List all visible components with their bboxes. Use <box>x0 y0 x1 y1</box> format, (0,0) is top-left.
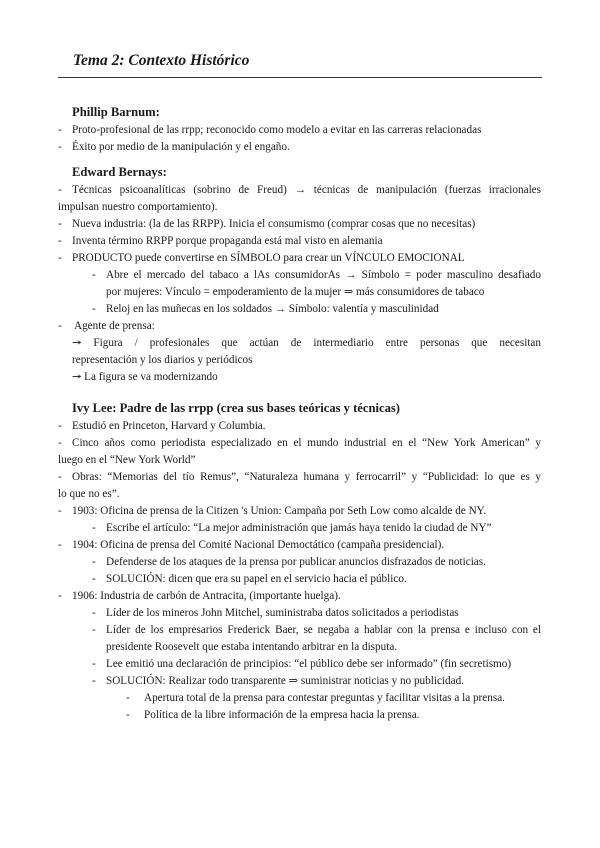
bullet-dash: - <box>58 505 62 517</box>
list-item: Técnicas psicoanalíticas (sobrino de Freud) → técnicas de manipulación (fuerzas irracionales <box>72 184 541 196</box>
sub-list-item: Reloj en las muñecas en los soldados → Símbolo: valentía y masculinidad <box>106 303 439 315</box>
bullet-dash: - <box>92 675 96 687</box>
sub-list-item: SOLUCIÓN: dicen que era su papel en el servicio hacia el público. <box>106 573 407 585</box>
bullet-dash: - <box>92 556 96 568</box>
page-title: Tema 2: Contexto Histórico <box>73 52 250 69</box>
sub-list-item: Abre el mercado del tabaco a lAs consumidorAs → Símbolo = poder masculino desafiado <box>106 269 541 281</box>
nested-list-item: Apertura total de la prensa para contestar preguntas y facilitar visitas a la prensa. <box>144 692 505 704</box>
list-item: Nueva industria: (la de las RRPP). Inicia el consumismo (comprar cosas que no necesitas) <box>72 218 476 230</box>
bullet-dash: - <box>58 320 62 332</box>
bullet-dash: - <box>58 437 62 449</box>
bullet-dash: - <box>58 539 62 551</box>
bullet-dash: - <box>92 607 96 619</box>
sub-list-item: Líder de los empresarios Frederick Baer, se negaba a hablar con la prensa e incluso con el <box>106 624 541 636</box>
bullet-dash: - <box>58 590 62 602</box>
title-divider <box>58 77 542 78</box>
section-heading-barnum: Phillip Barnum: <box>72 105 160 119</box>
sub-list-item: Lee emitió una declaración de principios: “el público debe ser informado” (fin secretismo) <box>106 658 512 670</box>
section-heading-lee: Ivy Lee: Padre de las rrpp (crea sus bases teóricas y técnicas) <box>72 401 400 415</box>
bullet-dash: - <box>58 124 62 136</box>
list-item-continued: impulsan nuestro comportamiento). <box>58 201 218 213</box>
sub-list-item: Líder de los mineros John Mitchel, suministraba datos solicitados a periodistas <box>106 607 459 619</box>
sub-list-item: SOLUCIÓN: Realizar todo transparente ⇒ suministrar noticias y no publicidad. <box>106 675 464 687</box>
bullet-dash: - <box>126 692 130 704</box>
list-item: Proto-profesional de las rrpp; reconocido como modelo a evitar en las carreras relacionadas <box>72 124 482 136</box>
sub-list-item-continued: presidente Roosevelt que estaba intentando arbitrar en la disputa. <box>106 641 398 653</box>
sub-list-item: Escribe el artículo: “La mejor administración que jamás haya tenido la ciudad de NY” <box>106 522 492 534</box>
sub-list-item: Defenderse de los ataques de la prensa por publicar anuncios disfrazados de noticias. <box>106 556 486 568</box>
list-item-continued: lo que no es”. <box>58 488 120 500</box>
bullet-dash: - <box>92 658 96 670</box>
bullet-dash: - <box>58 218 62 230</box>
bullet-dash: - <box>58 235 62 247</box>
list-item: Agente de prensa: <box>74 320 155 332</box>
arrow-item-continued: representación y los diarios y periódicos <box>72 354 253 366</box>
bullet-dash: - <box>126 709 130 721</box>
list-item: 1903: Oficina de prensa de la Citizen 's Union: Campaña por Seth Low como alcalde de NY. <box>72 505 487 517</box>
arrow-item: ↠ Figura / profesionales que actúan de intermediario entre personas que necesitan <box>72 337 541 349</box>
bullet-dash: - <box>92 303 96 315</box>
list-item: 1906: Industria de carbón de Antracita, (importante huelga). <box>72 590 341 602</box>
list-item: Estudió en Princeton, Harvard y Columbia. <box>72 420 266 432</box>
bullet-dash: - <box>58 141 62 153</box>
bullet-dash: - <box>58 420 62 432</box>
bullet-dash: - <box>58 184 62 196</box>
nested-list-item: Política de la libre información de la empresa hacia la prensa. <box>144 709 420 721</box>
list-item: Inventa término RRPP porque propaganda está mal visto en alemania <box>72 235 383 247</box>
bullet-dash: - <box>92 269 96 281</box>
list-item: 1904: Oficina de prensa del Comité Nacional Democtático (campaña presidencial). <box>72 539 445 551</box>
bullet-dash: - <box>58 252 62 264</box>
section-heading-bernays: Edward Bernays: <box>72 165 167 179</box>
bullet-dash: - <box>92 522 96 534</box>
sub-list-item-continued: por mujeres: Vínculo = empoderamiento de la mujer ⇒ más consumidores de tabaco <box>106 286 485 298</box>
list-item: Éxito por medio de la manipulación y el engaño. <box>72 141 290 153</box>
list-item: Cinco años como periodista especializado en el mundo industrial en el “New York American” y <box>72 437 541 449</box>
list-item: Obras: “Memorias del tío Remus”, “Naturaleza humana y ferrocarril” y “Publicidad: lo que es y <box>72 471 541 483</box>
arrow-item: ↠ La figura se va modernizando <box>72 371 218 383</box>
bullet-dash: - <box>92 573 96 585</box>
bullet-dash: - <box>92 624 96 636</box>
list-item-continued: luego en el “New York World” <box>58 454 196 466</box>
bullet-dash: - <box>58 471 62 483</box>
list-item: PRODUCTO puede convertirse en SÍMBOLO para crear un VÍNCULO EMOCIONAL <box>72 252 465 264</box>
